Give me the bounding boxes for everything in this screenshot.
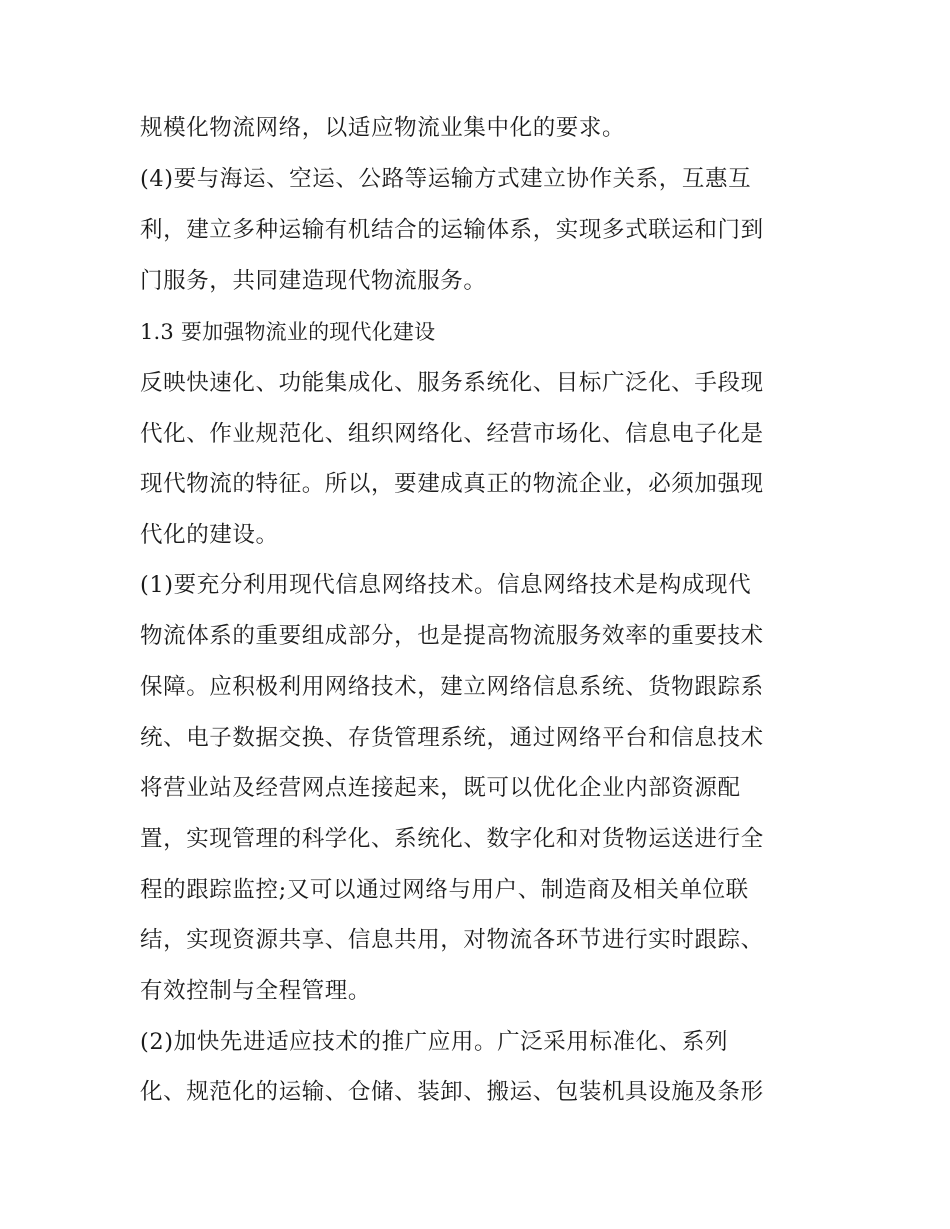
text-line: 利，建立多种运输有机结合的运输体系，实现多式联运和门到: [140, 217, 764, 243]
text-line: 门服务，共同建造现代物流服务。: [140, 268, 487, 294]
text-line: 化、规范化的运输、仓储、装卸、搬运、包装机具设施及条形: [140, 1079, 764, 1105]
text-line: 程的跟踪监控;又可以通过网络与用户、制造商及相关单位联: [140, 877, 749, 903]
text-line: 反映快速化、功能集成化、服务系统化、目标广泛化、手段现: [140, 370, 764, 396]
text-line: 置，实现管理的科学化、系统化、数字化和对货物运送进行全: [140, 826, 764, 852]
text-line: (4)要与海运、空运、公路等运输方式建立协作关系，互惠互: [140, 166, 752, 192]
text-line: 将营业站及经营网点连接起来，既可以优化企业内部资源配: [140, 775, 741, 801]
section-heading: 1.3 要加强物流业的现代化建设: [140, 320, 436, 344]
text-line: (2)加快先进适应技术的推广应用。广泛采用标准化、系列: [140, 1029, 729, 1055]
text-line: 规模化物流网络，以适应物流业集中化的要求。: [140, 115, 626, 141]
text-line: 代化的建设。: [140, 522, 279, 548]
text-line: 现代物流的特征。所以，要建成真正的物流企业，必须加强现: [140, 471, 764, 497]
text-line: 保障。应积极利用网络技术，建立网络信息系统、货物跟踪系: [140, 674, 764, 700]
text-line: (1)要充分利用现代信息网络技术。信息网络技术是构成现代: [140, 572, 752, 598]
text-line: 代化、作业规范化、组织网络化、经营市场化、信息电子化是: [140, 421, 764, 447]
text-line: 有效控制与全程管理。: [140, 978, 372, 1004]
text-line: 结，实现资源共享、信息共用，对物流各环节进行实时跟踪、: [140, 927, 764, 953]
text-line: 物流体系的重要组成部分，也是提高物流服务效率的重要技术: [140, 623, 764, 649]
text-line: 统、电子数据交换、存货管理系统，通过网络平台和信息技术: [140, 725, 764, 751]
